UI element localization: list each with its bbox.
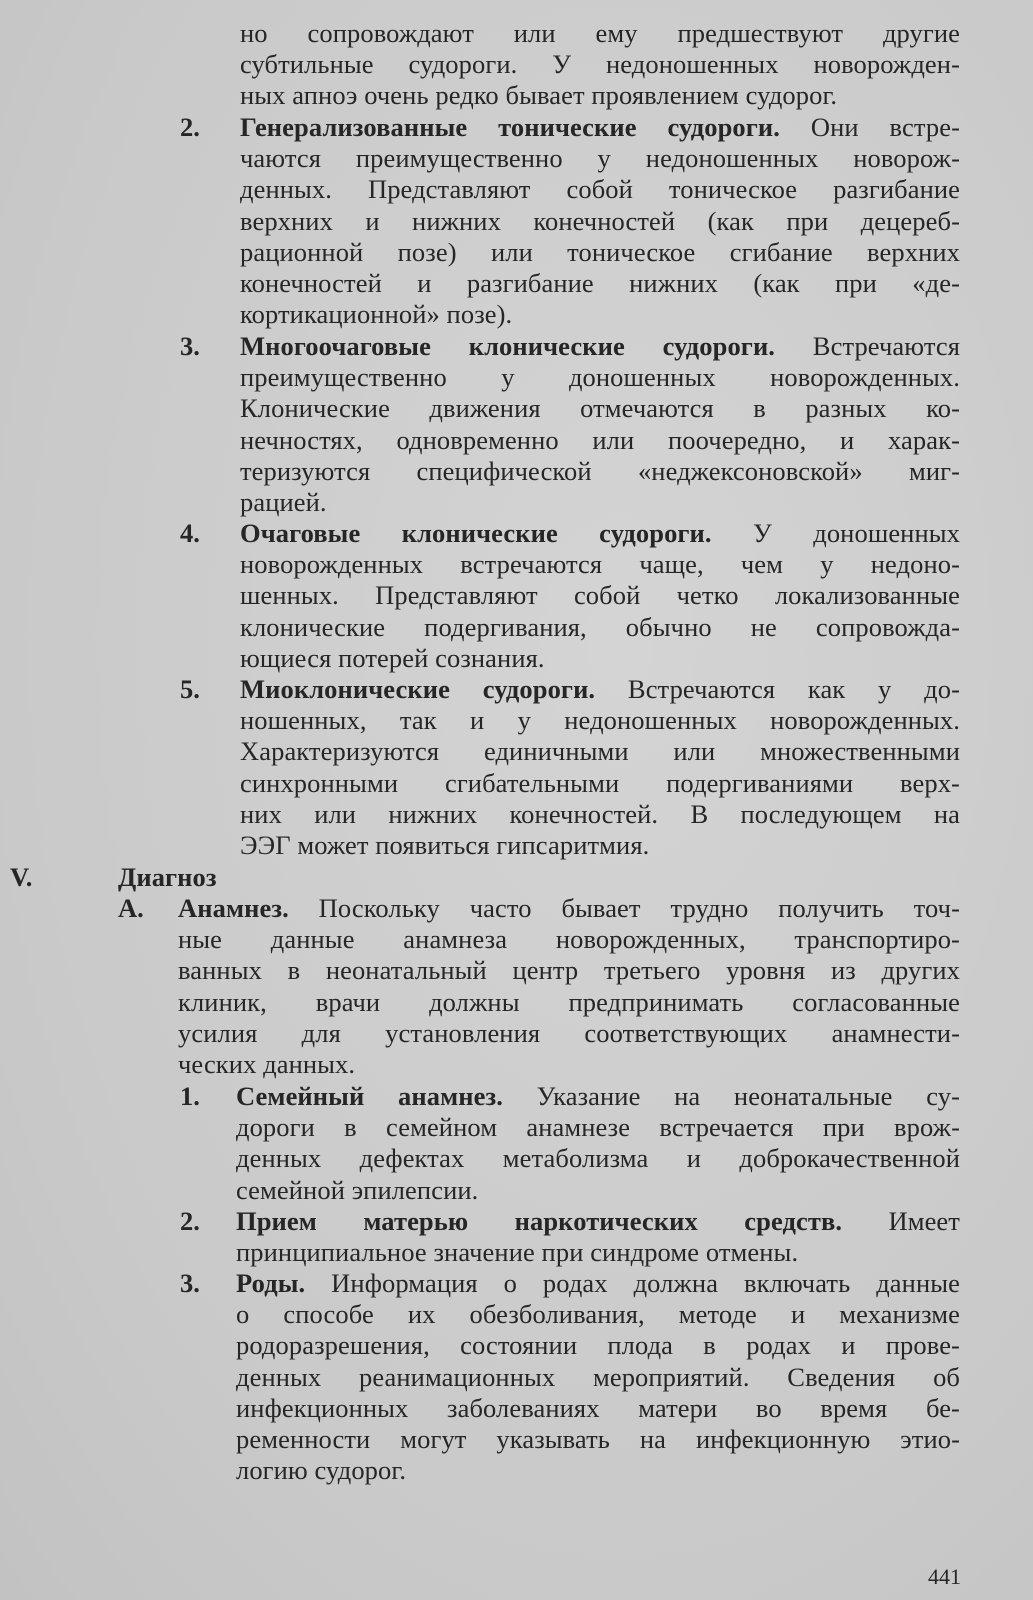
text-line: [240, 393, 960, 424]
line-text: субтильные судороги. У недоношенных новорожден-: [240, 49, 960, 80]
text-line: [240, 143, 960, 174]
bold-heading: Многоочаговые клонические судороги.: [240, 331, 776, 361]
list-marker: 5.: [180, 674, 200, 704]
text-line: [240, 80, 960, 111]
text-line: [178, 1018, 960, 1049]
text-line: [240, 768, 960, 799]
list-marker: 2.: [180, 112, 200, 142]
line-text: о способе их обезболивания, методе и механизме: [236, 1299, 960, 1330]
text-line: [178, 924, 960, 955]
text-line: [236, 1393, 960, 1424]
line-text: ческих данных.: [178, 1048, 356, 1079]
line-text: верхних и нижних конечностей (как при децереб-: [240, 205, 960, 236]
text-line: [236, 1143, 960, 1174]
list-marker: 4.: [180, 518, 200, 548]
line-text: инфекционных заболеваниях матери во время бе-: [236, 1392, 960, 1423]
line-text: но сопровождают или ему предшествуют другие: [240, 18, 960, 48]
text-line: [236, 1362, 960, 1393]
list-marker: 1.: [180, 1081, 200, 1111]
line-text: конечностей и разгибание нижних (как при «де-: [240, 267, 960, 298]
text-block-A1: [236, 1081, 960, 1206]
bold-heading: Миоклонические судороги.: [240, 674, 596, 704]
text-line: [240, 705, 960, 736]
line-text: клонические подергивания, обычно не сопровожда-: [240, 611, 960, 642]
text-line: [240, 456, 960, 487]
bold-heading: Семейный анамнез.: [236, 1081, 503, 1111]
line-text: Встречаются: [775, 331, 960, 361]
line-text: ЭЭГ может появиться гипсаритмия.: [240, 829, 650, 860]
line-text: ременности могут указывать на инфекционную этио-: [236, 1423, 960, 1454]
text-line: [240, 49, 960, 80]
line-text: ванных в неонатальный центр третьего уровня из других: [178, 955, 960, 986]
text-line: [240, 674, 960, 705]
line-text: семейной эпилепсии.: [236, 1174, 479, 1205]
line-text: дороги в семейном анамнезе встречается при врож-: [236, 1112, 960, 1143]
text-line: [240, 612, 960, 643]
bold-heading: Роды.: [236, 1268, 306, 1298]
text-line: [240, 425, 960, 456]
text-block-i3: [240, 331, 960, 518]
text-block-i4: [240, 518, 960, 674]
line-text: Поскольку часто бывает трудно получить точ-: [288, 893, 960, 923]
text-line: [240, 206, 960, 237]
line-text: нечностях, одновременно или поочередно, и харак-: [240, 424, 960, 455]
text-block-cont: [240, 18, 960, 112]
text-line: [240, 643, 960, 674]
line-text: Встречаются как у до-: [595, 674, 960, 704]
text-line: [236, 1424, 960, 1455]
line-text: чаются преимущественно у недоношенных новорож-: [240, 143, 960, 174]
line-text: ющиеся потерей сознания.: [240, 642, 545, 673]
line-text: кортикационной» позе).: [240, 299, 513, 330]
text-line: [236, 1112, 960, 1143]
line-text: принципиальное значение при синдроме отмены.: [236, 1237, 799, 1268]
text-line: [240, 799, 960, 830]
line-text: Указание на неонатальные су-: [502, 1081, 961, 1111]
text-block-secV: [118, 862, 960, 893]
line-text: теризуются специфической «неджексоновской» миг-: [240, 455, 960, 486]
text-line: [236, 1081, 960, 1112]
list-marker: А.: [118, 893, 144, 923]
line-text: шенных. Представляют собой четко локализованные: [240, 580, 960, 611]
text-line: [240, 18, 960, 49]
bold-heading: Анамнез.: [178, 893, 289, 923]
line-text: синхронными сгибательными подергиваниями верх-: [240, 767, 960, 798]
line-text: рацией.: [240, 486, 327, 517]
line-text: рационной позе) или тоническое сгибание верхних: [240, 236, 960, 267]
text-line: [240, 299, 960, 330]
line-text: родоразрешения, состоянии плода в родах и прове-: [236, 1330, 960, 1361]
list-marker: 2.: [180, 1206, 200, 1236]
line-text: клиник, врачи должны предпринимать согласованные: [178, 986, 960, 1017]
text-line: [240, 112, 960, 143]
text-line: [236, 1206, 960, 1237]
text-line: [240, 237, 960, 268]
line-text: Они встре-: [779, 112, 960, 142]
text-block-i5: [240, 674, 960, 861]
line-text: них или нижних конечностей. В последующем на: [240, 798, 960, 829]
text-line: [236, 1299, 960, 1330]
line-text: усилия для установления соответствующих анамнести-: [178, 1017, 960, 1048]
page-number: 441: [928, 1564, 961, 1589]
list-marker: 3.: [180, 331, 200, 361]
text-block-A3: [236, 1268, 960, 1486]
list-marker: 3.: [180, 1268, 200, 1298]
text-line: [240, 518, 960, 549]
line-text: денных дефектах метаболизма и доброкачественной: [236, 1143, 960, 1174]
text-block-A: [178, 893, 960, 1080]
text-line: [118, 862, 960, 893]
bold-heading: Диагноз: [118, 862, 217, 892]
text-line: [240, 580, 960, 611]
list-marker: V.: [10, 862, 33, 892]
text-line: [178, 987, 960, 1018]
line-text: Клонические движения отмечаются в разных ко-: [240, 393, 960, 424]
text-line: [236, 1175, 960, 1206]
text-line: [178, 1049, 960, 1080]
line-text: логию судорог.: [236, 1455, 407, 1486]
line-text: Характеризуются единичными или множественными: [240, 736, 960, 767]
text-line: [178, 955, 960, 986]
text-line: [240, 331, 960, 362]
bold-heading: Генерализованные тонические судороги.: [240, 112, 780, 142]
line-text: ношенных, так и у недоношенных новорожденных.: [240, 705, 960, 736]
line-text: У доношенных: [711, 518, 960, 548]
line-text: ных апноэ очень редко бывает проявлением судорог.: [240, 80, 838, 111]
line-text: Информация о родах должна включать данные: [305, 1268, 960, 1298]
text-line: [178, 893, 960, 924]
text-line: [236, 1268, 960, 1299]
text-line: [240, 736, 960, 767]
text-line: [240, 549, 960, 580]
bold-heading: Прием матерью наркотических средств.: [236, 1206, 843, 1236]
line-text: новорожденных встречаются чаще, чем у недоно-: [240, 549, 960, 580]
text-line: [236, 1237, 960, 1268]
text-line: [240, 268, 960, 299]
line-text: денных реанимационных мероприятий. Сведения об: [236, 1361, 960, 1392]
text-line: [236, 1455, 960, 1486]
text-line: [240, 830, 960, 861]
line-text: преимущественно у доношенных новорожденных.: [240, 362, 960, 393]
text-line: [240, 487, 960, 518]
text-line: [240, 362, 960, 393]
text-line: [240, 174, 960, 205]
text-block-A2: [236, 1206, 960, 1268]
line-text: Имеет: [842, 1206, 960, 1236]
text-line: [236, 1330, 960, 1361]
text-block-i2: [240, 112, 960, 330]
bold-heading: Очаговые клонические судороги.: [240, 518, 712, 548]
line-text: ные данные анамнеза новорожденных, транспортиро-: [178, 924, 960, 955]
line-text: денных. Представляют собой тоническое разгибание: [240, 174, 960, 205]
